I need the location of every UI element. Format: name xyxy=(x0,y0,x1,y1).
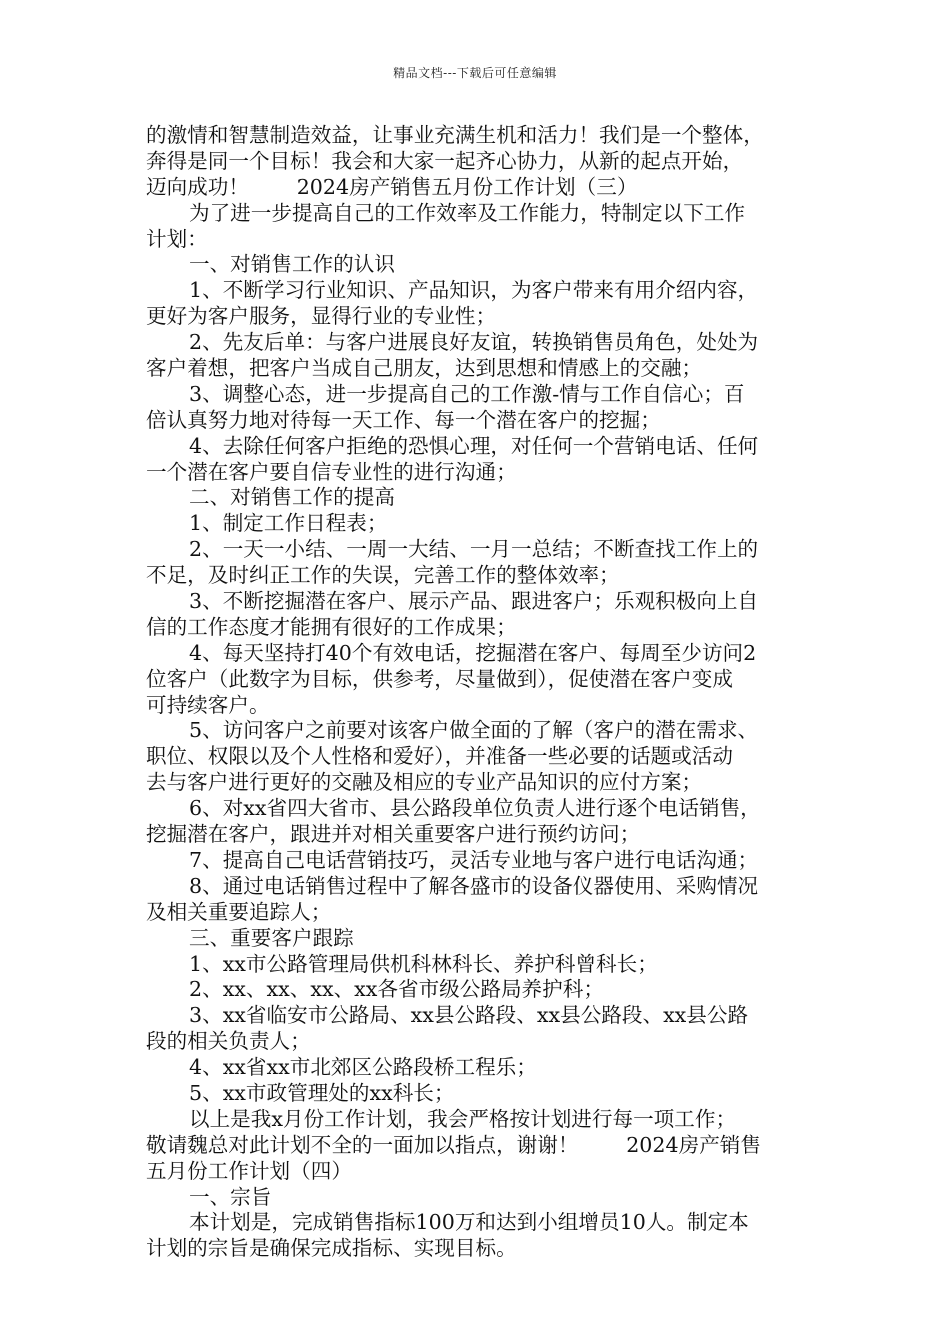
text-line: 计划： xyxy=(146,226,208,251)
text-line: 4、每天坚持打40个有效电话，挖掘潜在客户、每周至少访问2 xyxy=(189,640,757,665)
text-line: 不足，及时纠正工作的失误，完善工作的整体效率； xyxy=(146,563,620,588)
text-line: 为了进一步提高自己的工作效率及工作能力，特制定以下工作 xyxy=(189,200,746,225)
text-line: 一、宗旨 xyxy=(189,1184,272,1209)
text-line: 去与客户进行更好的交融及相应的专业产品知识的应付方案； xyxy=(146,770,703,795)
text-line: 3、调整心态，进一步提高自己的工作激-情与工作自信心；百 xyxy=(189,381,745,406)
text-line: 五月份工作计划（四） xyxy=(146,1158,352,1183)
text-line: 8、通过电话销售过程中了解各盛市的设备仪器使用、采购情况 xyxy=(189,873,759,898)
text-line: 本计划是，完成销售指标100万和达到小组增员10人。制定本 xyxy=(189,1210,749,1235)
text-line: 3、xx省临安市公路局、xx县公路段、xx县公路段、xx县公路 xyxy=(189,1003,749,1028)
text-line: 2、xx、xx、xx、xx各省市级公路局养护科； xyxy=(189,977,604,1002)
text-line: 5、xx市政管理处的xx科长； xyxy=(189,1080,455,1105)
text-line: 信的工作态度才能拥有很好的工作成果； xyxy=(146,614,517,639)
text-line: 更好为客户服务，显得行业的专业性； xyxy=(146,304,497,329)
text-line: 位客户（此数字为目标，供参考，尽量做到），促使潜在客户变成 xyxy=(146,666,733,691)
text-line: 三、重要客户跟踪 xyxy=(189,925,354,950)
text-line: 5、访问客户之前要对该客户做全面的了解（客户的潜在需求、 xyxy=(189,718,759,743)
text-line: 4、去除任何客户拒绝的恐惧心理，对任何一个营销电话、任何 xyxy=(189,433,759,458)
text-line: 客户着想，把客户当成自己朋友，达到思想和情感上的交融； xyxy=(146,356,703,381)
text-line: 职位、权限以及个人性格和爱好），并准备一些必要的话题或活动 xyxy=(146,744,733,769)
document-body xyxy=(146,123,826,1262)
text-line: 3、不断挖掘潜在客户、展示产品、跟进客户；乐观积极向上自 xyxy=(189,589,759,614)
text-line: 7、提高自己电话营销技巧，灵活专业地与客户进行电话沟通； xyxy=(189,847,759,872)
text-line: 奔得是同一个目标！我会和大家一起齐心协力，从新的起点开始， xyxy=(146,148,744,173)
text-line: 1、xx市公路管理局供机科林科长、养护科曾科长； xyxy=(189,951,658,976)
text-line: 1、制定工作日程表； xyxy=(189,511,388,536)
text-line: 计划的宗旨是确保完成指标、实现目标。 xyxy=(146,1236,517,1261)
text-line: 一个潜在客户要自信专业性的进行沟通； xyxy=(146,459,517,484)
text-line: 挖掘潜在客户，跟进并对相关重要客户进行预约访问； xyxy=(146,822,641,847)
text-line: 的激情和智慧制造效益，让事业充满生机和活力！我们是一个整体， xyxy=(146,123,764,147)
text-line: 4、xx省xx市北郊区公路段桥工程乐； xyxy=(189,1055,537,1080)
text-line: 2、一天一小结、一周一大结、一月一总结；不断查找工作上的 xyxy=(189,537,759,562)
page-header: 精品文档---下载后可任意编辑 xyxy=(393,66,557,80)
text-line: 1、不断学习行业知识、产品知识，为客户带来有用介绍内容， xyxy=(189,278,759,303)
text-line: 6、对xx省四大省市、县公路段单位负责人进行逐个电话销售， xyxy=(189,796,761,821)
text-line: 一、对销售工作的认识 xyxy=(189,252,395,277)
text-line: 以上是我x月份工作计划，我会严格按计划进行每一项工作； xyxy=(189,1106,737,1131)
text-line: 迈向成功！ 2024房产销售五月份工作计划（三） xyxy=(146,174,638,199)
text-line: 可持续客户。 xyxy=(146,692,270,717)
text-line: 敬请魏总对此计划不全的一面加以指点，谢谢！ 2024房产销售 xyxy=(146,1132,761,1157)
text-line: 段的相关负责人； xyxy=(146,1029,311,1054)
text-line: 及相关重要追踪人； xyxy=(146,899,332,924)
text-line: 二、对销售工作的提高 xyxy=(189,485,395,510)
text-line: 2、先友后单：与客户进展良好友谊，转换销售员角色，处处为 xyxy=(189,330,759,355)
text-line: 倍认真努力地对待每一天工作、每一个潜在客户的挖掘； xyxy=(146,407,661,432)
